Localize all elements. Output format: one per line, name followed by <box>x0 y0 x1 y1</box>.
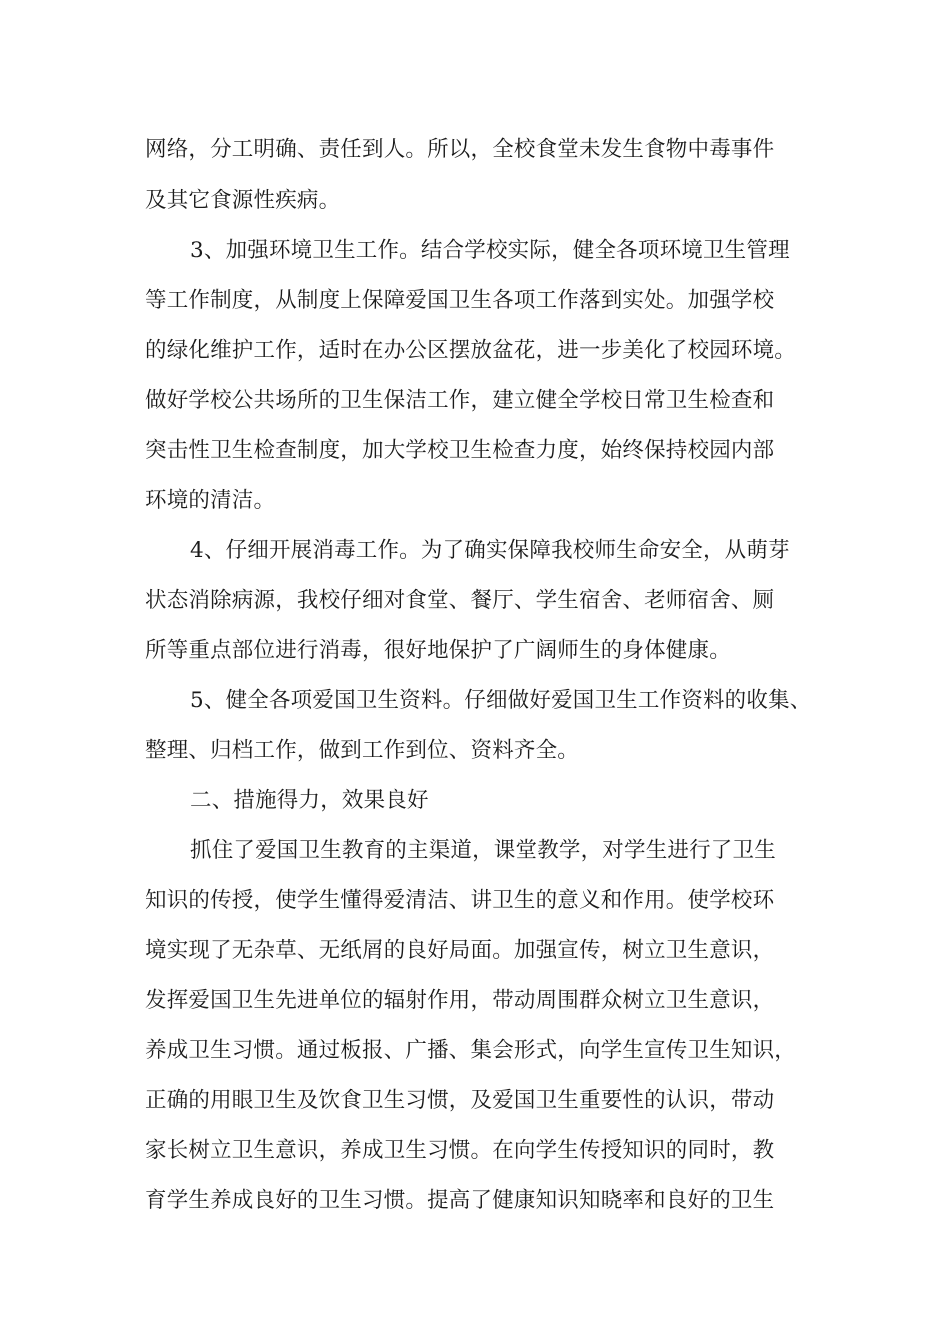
text-line: 环境的清洁。 <box>145 488 276 513</box>
text-line: 整理、归档工作，做到工作到位、资料齐全。 <box>145 738 580 763</box>
text-line: 知识的传授，使学生懂得爱清洁、讲卫生的意义和作用。使学校环 <box>145 888 775 913</box>
text-line: 抓住了爱国卫生教育的主渠道，课堂教学，对学生进行了卫生 <box>190 838 776 863</box>
text-line: 发挥爱国卫生先进单位的辐射作用，带动周围群众树立卫生意识， <box>145 988 775 1013</box>
text-line: 家长树立卫生意识，养成卫生习惯。在向学生传授知识的同时，教 <box>145 1138 775 1163</box>
text-line: 状态消除病源，我校仔细对食堂、餐厅、学生宿舍、老师宿舍、厕 <box>145 588 775 613</box>
text-line: 所等重点部位进行消毒，很好地保护了广阔师生的身体健康。 <box>145 638 731 663</box>
text-line: 做好学校公共场所的卫生保洁工作，建立健全学校日常卫生检查和 <box>145 388 775 413</box>
text-line: 及其它食源性疾病。 <box>145 188 341 213</box>
text-line: 正确的用眼卫生及饮食卫生习惯，及爱国卫生重要性的认识，带动 <box>145 1088 775 1113</box>
text-line: 网络，分工明确、责任到人。所以，全校食堂未发生食物中毒事件 <box>145 137 775 162</box>
text-line: 3、加强环境卫生工作。结合学校实际，健全各项环境卫生管理 <box>190 238 790 263</box>
text-line: 的绿化维护工作，适时在办公区摆放盆花，进一步美化了校园环境。 <box>145 338 797 363</box>
section-heading: 二、措施得力，效果良好 <box>190 788 429 813</box>
text-line: 等工作制度，从制度上保障爱国卫生各项工作落到实处。加强学校 <box>145 288 775 313</box>
text-line: 境实现了无杂草、无纸屑的良好局面。加强宣传，树立卫生意识， <box>145 938 775 963</box>
text-line: 4、仔细开展消毒工作。为了确实保障我校师生命安全，从萌芽 <box>190 538 790 563</box>
text-line: 突击性卫生检查制度，加大学校卫生检查力度，始终保持校园内部 <box>145 438 775 463</box>
text-line: 育学生养成良好的卫生习惯。提高了健康知识知晓率和良好的卫生 <box>145 1188 775 1213</box>
text-line: 5、健全各项爱国卫生资料。仔细做好爱国卫生工作资料的收集、 <box>190 688 812 713</box>
text-line: 养成卫生习惯。通过板报、广播、集会形式，向学生宣传卫生知识， <box>145 1038 797 1063</box>
